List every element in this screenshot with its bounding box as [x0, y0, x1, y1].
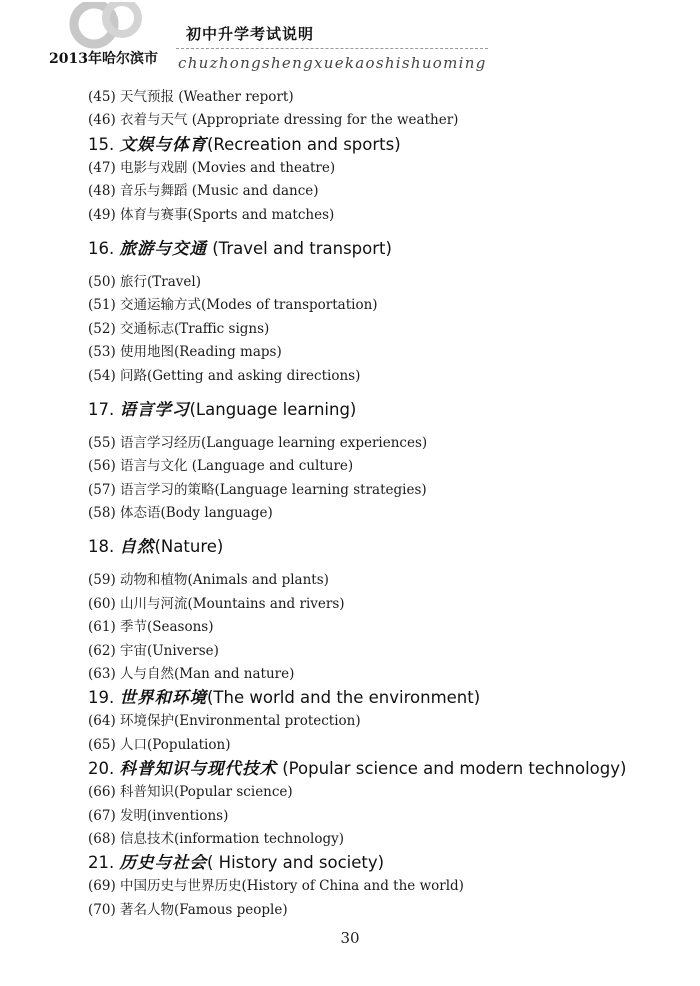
section-heading	[88, 398, 678, 422]
list-item: (48) 音乐与舞蹈 (Music and dance)	[88, 183, 319, 200]
list-item: (62) 宇宙(Universe)	[88, 642, 219, 659]
section-title-cn: 世界和环境	[119, 688, 207, 708]
list-item: (66) 科普知识(Popular science)	[88, 784, 293, 801]
section-number: 17.	[88, 399, 115, 419]
list-item: (54) 问路(Getting and asking directions)	[88, 367, 361, 384]
section-title-en: (Recreation and sports)	[207, 134, 401, 154]
section-title-cn: 自然	[119, 537, 155, 557]
section-number: 20.	[88, 759, 115, 779]
list-item: (52) 交通标志(Traffic signs)	[88, 320, 270, 337]
section-number: 16.	[88, 238, 115, 258]
section-heading	[88, 851, 678, 875]
list-item: (68) 信息技术(information technology)	[88, 830, 345, 847]
list-item: (55) 语言学习经历(Language learning experiences)	[88, 434, 428, 451]
section-title-cn: 科普知识与现代技术	[119, 759, 277, 779]
section-title-cn: 旅游与交通	[119, 238, 207, 258]
list-item: (70) 著名人物(Famous people)	[88, 901, 288, 918]
header-pinyin: chuzhongshengxuekaoshishuoming	[178, 54, 487, 72]
section-heading	[88, 133, 678, 157]
list-item: (63) 人与自然(Man and nature)	[88, 666, 295, 683]
section-number: 15.	[88, 134, 115, 154]
section-title-en: (Language learning)	[189, 399, 357, 419]
header-title: 初中升学考试说明	[186, 25, 315, 43]
page-header	[0, 0, 700, 82]
section-heading	[88, 237, 678, 261]
list-item: (60) 山川与河流(Mountains and rivers)	[88, 595, 345, 612]
section-title-cn: 文娱与体育	[119, 134, 207, 154]
list-item: (57) 语言学习的策略(Language learning strategies)	[88, 481, 427, 498]
section-title-en: (The world and the environment)	[207, 688, 481, 708]
section-number: 19.	[88, 688, 115, 708]
section-title-cn: 语言学习	[119, 399, 190, 419]
list-item: (46) 衣着与天气 (Appropriate dressing for the weather)	[88, 112, 459, 129]
list-item: (69) 中国历史与世界历史(History of China and the world)	[88, 878, 464, 895]
spacer	[88, 525, 678, 535]
section-title-en: (Travel and transport)	[207, 238, 392, 258]
section-heading	[88, 686, 678, 710]
list-item: (47) 电影与戏剧 (Movies and theatre)	[88, 159, 336, 176]
list-item: (67) 发明(inventions)	[88, 807, 229, 824]
list-item: (65) 人口(Population)	[88, 736, 231, 753]
list-item: (51) 交通运输方式(Modes of transportation)	[88, 297, 378, 314]
list-item: (58) 体态语(Body language)	[88, 505, 273, 522]
spacer	[88, 261, 678, 271]
page-number: 30	[340, 929, 360, 947]
section-title-en: (Nature)	[154, 537, 224, 557]
spacer	[88, 559, 678, 569]
section-title-en: ( History and society)	[207, 853, 385, 873]
list-item: (49) 体育与赛事(Sports and matches)	[88, 206, 335, 223]
list-item: (59) 动物和植物(Animals and plants)	[88, 572, 329, 589]
spacer	[88, 388, 678, 398]
list-item: (56) 语言与文化 (Language and culture)	[88, 458, 354, 475]
section-title-en: (Popular science and modern technology)	[277, 759, 627, 779]
section-number: 21.	[88, 853, 115, 873]
header-year-city: 2013年哈尔滨市	[49, 51, 158, 67]
list-item: (64) 环境保护(Environmental protection)	[88, 713, 361, 730]
list-item: (50) 旅行(Travel)	[88, 273, 201, 290]
list-item: (61) 季节(Seasons)	[88, 619, 214, 636]
section-heading	[88, 535, 678, 559]
topic-list	[88, 86, 678, 922]
spacer	[88, 227, 678, 237]
section-heading	[88, 757, 678, 781]
section-title-cn: 历史与社会	[119, 853, 207, 873]
section-number: 18.	[88, 537, 115, 557]
header-divider	[176, 48, 488, 49]
spacer	[88, 422, 678, 432]
list-item: (45) 天气预报 (Weather report)	[88, 89, 294, 105]
list-item: (53) 使用地图(Reading maps)	[88, 344, 282, 361]
